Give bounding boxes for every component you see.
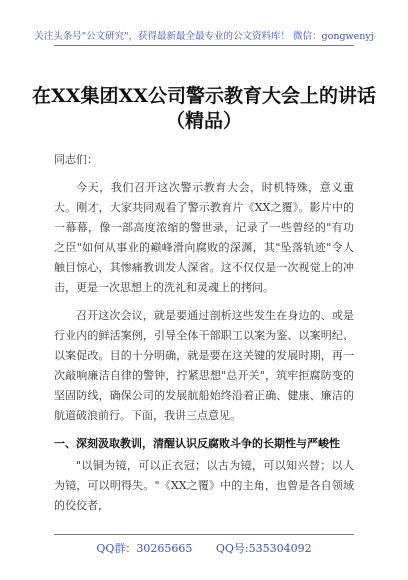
body-paragraph-1: 今天，我们召开这次警示教育大会，时机特殊，意义重大。刚才，大家共同观看了警示教育片《XX之覆》。影片中的一幕幕，像一部高度浓缩的警世录，记录了一些曾经的"有功之臣"如何从事业的巅峰滑向腐败的深渊，其"坠落轨迹"令人触目惊心，其惨痛教训发人深省。这不仅仅是一次视觉上的冲击，更是一次思想上的洗礼和灵魂上的拷问。 bbox=[54, 181, 354, 294]
title-line-1: 在XX集团XX公司警示教育大会上的讲话 bbox=[32, 85, 376, 107]
title-line-2: （精品） bbox=[165, 110, 242, 132]
document-body bbox=[54, 150, 354, 524]
header-notice: 关注头条号"公文研究"，获得最新最全最专业的公文资料库！ 微信：gongwenyj bbox=[34, 31, 374, 42]
salutation: 同志们： bbox=[54, 153, 98, 166]
body-paragraph-2: 召开这次会议，就是要通过剖析这些发生在身边的、或是行业内的鲜活案例，引导全体干部职工以案为鉴、以案明纪、以案促改。目的十分明确，就是要在这关键的发展时期，再一次敲响廉洁自律的警钟，拧紧思想"总开关"，筑牢拒腐防变的坚固防线，确保公司的发展航船始终沿着正确、健康、廉洁的航道破浪前行。下面，我讲三点意见。 bbox=[54, 309, 354, 422]
section-heading-1: 一、深刻汲取教训，清醒认识反腐败斗争的长期性与严峻性 bbox=[54, 437, 340, 450]
footer-qq-number: QQ号:535304092 bbox=[215, 542, 312, 555]
footer-divider bbox=[54, 534, 354, 535]
header-divider bbox=[54, 45, 354, 46]
section-paragraph-1: "以铜为镜，可以正衣冠；以古为镜，可以知兴替；以人为镜，可以明得失。"《XX之覆》中的主角，也曾是各自领域的佼佼者， bbox=[54, 459, 354, 512]
footer-contact bbox=[0, 540, 408, 556]
footer-qq-group: QQ群：30265665 bbox=[96, 542, 193, 555]
document-title bbox=[0, 84, 408, 134]
